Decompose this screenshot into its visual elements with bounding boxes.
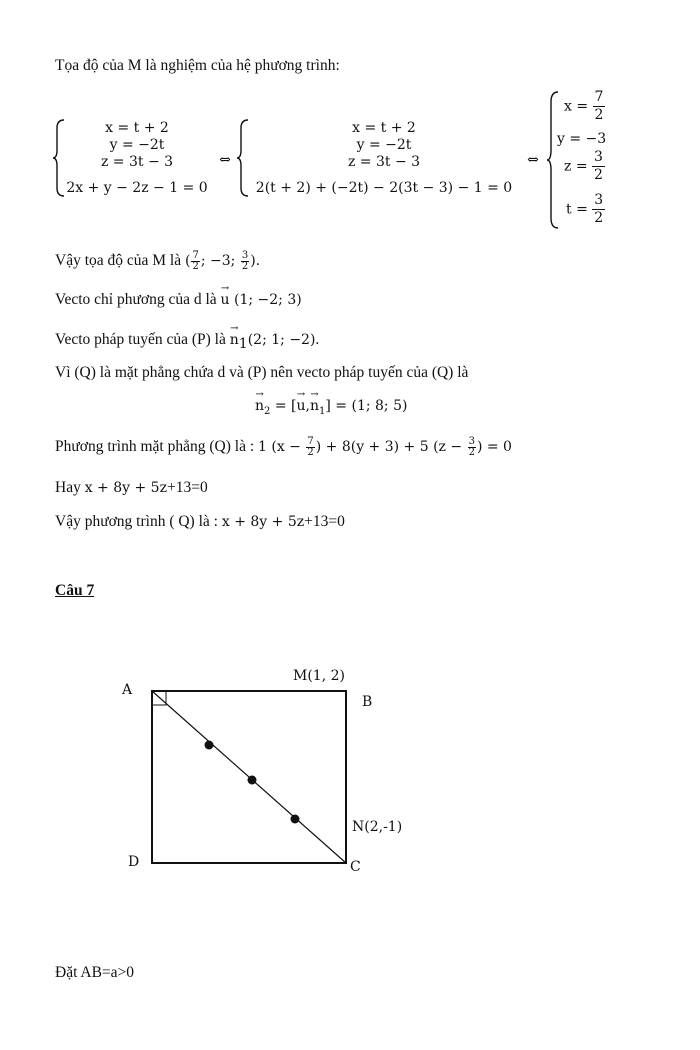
hay-tail: +13=0 (166, 479, 208, 496)
denominator: 2 (468, 447, 475, 458)
denominator: 2 (192, 261, 199, 272)
coord-mid: ; −3; (200, 253, 240, 270)
cross-eq2: ] = (1; 8; 5) (325, 398, 408, 414)
plane-part2: ) + 8(y + 3) + 5 (z − (315, 439, 467, 456)
fraction (191, 251, 199, 272)
equivalence-symbol-2: ⇔ (527, 152, 539, 168)
vector-n2: → n (255, 398, 264, 414)
equivalence-symbol-1: ⇔ (219, 152, 231, 168)
numerator: 3 (594, 149, 603, 165)
label-n: N(2,-1) (352, 819, 403, 835)
system2-eq1: x = t + 2 (352, 120, 416, 136)
denominator: 2 (307, 447, 314, 458)
vector-u: → u (221, 292, 230, 308)
label-b: B (362, 694, 373, 710)
solution-t-lhs: t = (566, 201, 588, 218)
conclusion-prefix: Vậy phương trình ( Q) là : (55, 513, 222, 530)
label-m: M(1, 2) (293, 668, 345, 684)
fraction (241, 251, 249, 272)
period: . (315, 331, 320, 348)
fraction (592, 192, 605, 227)
point-dot (205, 741, 214, 750)
vector-n1: → n (310, 398, 319, 414)
last-line: Đặt AB=a>0 (55, 964, 135, 981)
denominator: 2 (594, 210, 604, 226)
numerator: 7 (594, 89, 604, 105)
fraction (468, 437, 476, 458)
conclusion-eq: x + 8y + 5z (221, 514, 305, 530)
reason-text: Vì (Q) là mặt phẳng chứa d và (P) nên vecto pháp tuyến của (Q) là (55, 364, 469, 381)
square-figure (0, 650, 700, 890)
vector-n1: → n (230, 332, 239, 348)
system1-eq3: z = 3t − 3 (100, 154, 174, 170)
numerator: 3 (468, 436, 475, 447)
paren: ( (185, 253, 191, 270)
solution-t (566, 192, 605, 227)
numerator: 3 (594, 192, 604, 208)
coord-prefix: Vậy tọa độ của M là (55, 252, 185, 270)
plane-prefix: Phương trình mặt phẳng (Q) là : (55, 438, 258, 456)
paren: ). (250, 253, 261, 270)
left-brace-icon (546, 90, 560, 230)
subscript: 1 (319, 405, 326, 417)
plane-equation-line (55, 437, 512, 458)
fraction (306, 437, 314, 458)
solution-z (564, 149, 605, 184)
solution-z-lhs: z = (564, 158, 588, 175)
conclusion-line (55, 513, 345, 531)
cross-product-line (255, 398, 407, 417)
fraction (593, 89, 606, 124)
conclusion-tail: +13=0 (304, 513, 345, 530)
solution-x (564, 89, 605, 124)
fraction (592, 149, 605, 184)
label-a: A (122, 682, 133, 698)
dir-prefix: Vecto chỉ phương của d là (55, 291, 221, 308)
denominator: 2 (594, 167, 603, 183)
hay-line (55, 479, 208, 497)
numerator: 7 (307, 436, 314, 447)
system1-eq4: 2x + y − 2z − 1 = 0 (66, 180, 208, 196)
hay-eq: x + 8y + 5z (84, 480, 167, 496)
normal-value: (2; 1; −2) (247, 332, 316, 348)
normal-vector-p-line (55, 331, 319, 352)
plane-part1: 1 (x − (258, 439, 306, 456)
intro-text: Tọa độ của M là nghiệm của hệ phương trình: (55, 57, 340, 74)
point-dot (291, 815, 300, 824)
cross-eq1: = [ (270, 398, 297, 414)
subscript: 2 (264, 405, 271, 417)
comma: , (305, 398, 310, 414)
denominator: 2 (594, 107, 604, 123)
question-heading: Câu 7 (55, 582, 95, 599)
normal-prefix: Vecto pháp tuyến của (P) là (55, 331, 230, 348)
label-d: D (128, 854, 140, 870)
solution-y: y = −3 (557, 131, 607, 147)
point-dot (248, 776, 257, 785)
solution-x-lhs: x = (564, 98, 589, 115)
numerator: 7 (192, 250, 199, 261)
system1-eq2: y = −2t (109, 137, 165, 153)
dir-value: (1; −2; 3) (229, 292, 302, 308)
system2-eq2: y = −2t (356, 137, 412, 153)
direction-vector-line (55, 291, 302, 309)
vector-u: → u (297, 398, 306, 414)
label-c: C (350, 859, 361, 875)
denominator: 2 (241, 261, 249, 272)
numerator: 3 (241, 250, 249, 261)
system2-eq4: 2(t + 2) + (−2t) − 2(3t − 3) − 1 = 0 (255, 180, 513, 196)
system2-eq3: z = 3t − 3 (347, 154, 421, 170)
subscript: 1 (238, 336, 248, 353)
hay-prefix: Hay (55, 479, 85, 496)
plane-part3: ) = 0 (476, 439, 512, 456)
system1-eq1: x = t + 2 (105, 120, 169, 136)
coord-line (55, 251, 260, 272)
